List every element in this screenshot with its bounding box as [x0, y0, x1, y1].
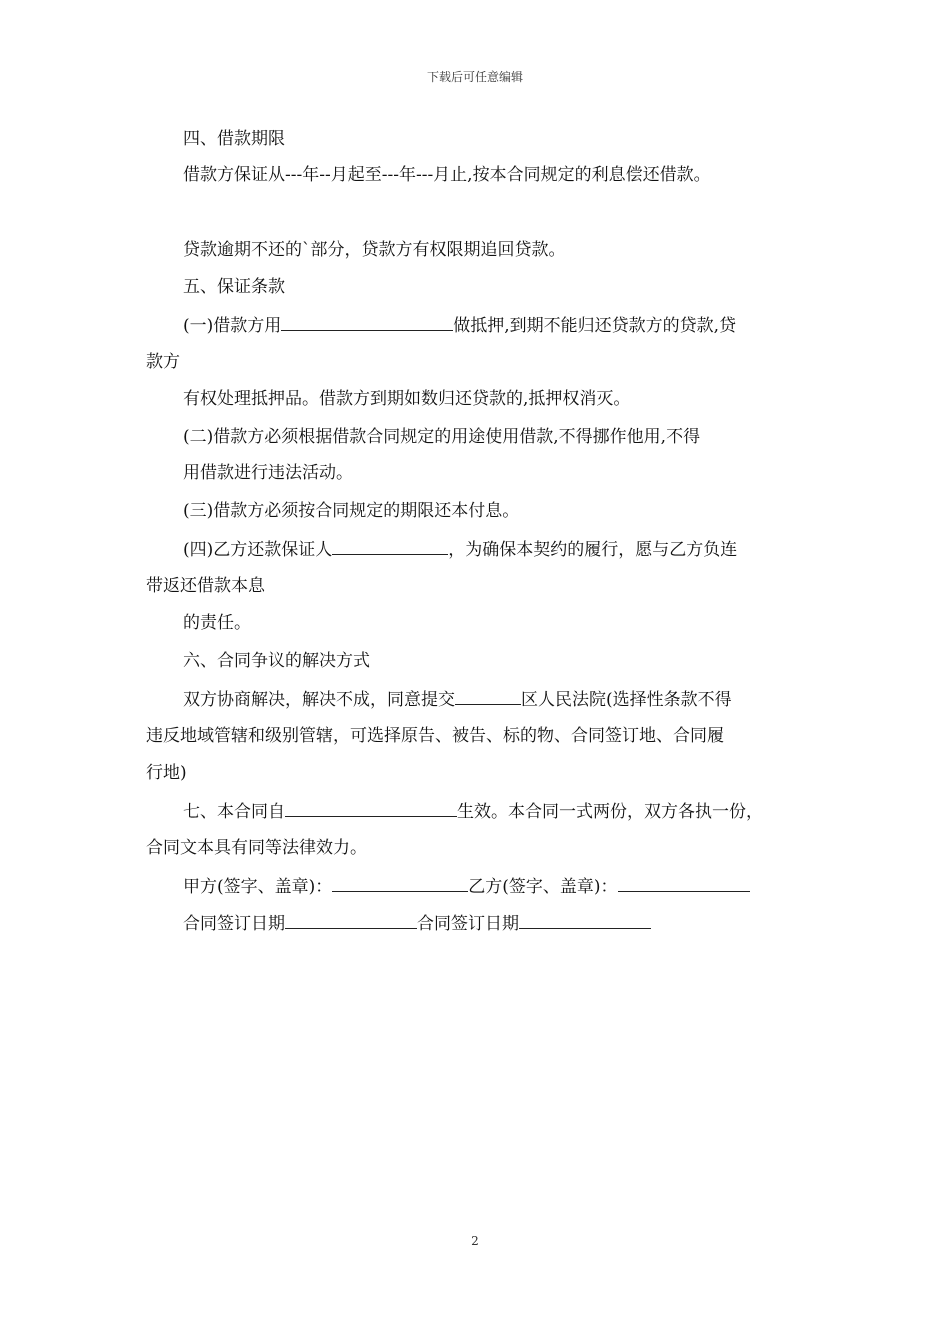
section-4-paragraph-1: 借款方保证从---年--月起至---年---月止,按本合同规定的利息偿还借款。 [183, 165, 711, 185]
party-b-signature-blank [618, 875, 750, 892]
section-6-line-1 [183, 688, 950, 711]
signing-date-blank-b [519, 912, 651, 929]
section-7-prefix: 七、本合同自 [183, 802, 285, 822]
clause-5-4-cont: 的责任。 [183, 613, 251, 633]
guarantor-blank [332, 538, 448, 555]
signature-line [183, 875, 950, 898]
clause-5-3-line: (三)借款方必须按合同规定的期限还本付息。 [183, 501, 520, 521]
effective-date-blank [285, 800, 457, 817]
section-6-title: 六、合同争议的解决方式 [183, 651, 370, 671]
section-7-line-2: 合同文本具有同等法律效力。 [146, 838, 367, 858]
clause-5-4-suffix: ，为确保本契约的履行，愿与乙方负连 [448, 540, 738, 560]
section-4-title: 四、借款期限 [183, 129, 285, 149]
clause-5-4-line [183, 538, 950, 561]
signing-date-label-b: 合同签订日期 [417, 914, 519, 934]
section-6-line-2: 违反地域管辖和级别管辖，可选择原告、被告、标的物、合同签订地、合同履 [146, 726, 724, 746]
clause-5-1-wrap: 款方 [146, 352, 180, 372]
signing-date-blank-a [285, 912, 417, 929]
section-6-prefix: 双方协商解决，解决不成，同意提交 [183, 690, 455, 710]
clause-5-2-cont: 用借款进行违法活动。 [183, 463, 353, 483]
party-a-signature-blank [332, 875, 468, 892]
page-number: 2 [471, 1234, 479, 1248]
collateral-blank [281, 314, 453, 331]
party-b-signature-label: 乙方(签字、盖章)： [468, 877, 618, 897]
section-7-suffix: 生效。本合同一式两份，双方各执一份， [457, 802, 763, 822]
signing-date-line [183, 912, 950, 935]
clause-5-1-line [183, 314, 950, 337]
section-4-paragraph-2: 贷款逾期不还的`部分，贷款方有权限期追回贷款。 [183, 240, 566, 260]
clause-5-1-suffix: 做抵押,到期不能归还贷款方的贷款,贷 [453, 316, 737, 336]
section-6-line-3: 行地) [146, 763, 187, 783]
party-a-signature-label: 甲方(签字、盖章)： [183, 877, 333, 897]
page-header: 下载后可任意编辑 [426, 70, 523, 84]
clause-5-2-line: (二)借款方必须根据借款合同规定的用途使用借款,不得挪作他用,不得 [183, 427, 701, 447]
signing-date-label-a: 合同签订日期 [183, 914, 285, 934]
clause-5-1-cont: 有权处理抵押品。借款方到期如数归还贷款的,抵押权消灭。 [183, 389, 631, 409]
clause-5-1-prefix: (一)借款方用 [183, 316, 282, 336]
section-6-suffix: 区人民法院(选择性条款不得 [521, 690, 732, 710]
court-blank [455, 688, 521, 705]
section-5-title: 五、保证条款 [183, 277, 285, 297]
clause-5-4-wrap: 带返还借款本息 [146, 576, 265, 596]
clause-5-4-prefix: (四)乙方还款保证人 [183, 540, 333, 560]
section-7-line-1 [183, 800, 950, 823]
